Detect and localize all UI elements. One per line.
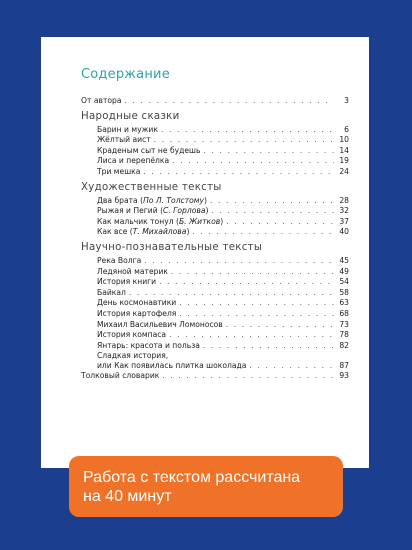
toc-entry-label: Толковый словарик [81,371,160,381]
toc-entry-author: С. Горлова [163,206,206,216]
toc-entry [81,288,349,299]
toc-entry-label: Жёлтый аист [97,135,151,145]
toc-entry-page: 3 [344,96,349,105]
toc-entry [81,167,349,178]
toc-entry-page: 45 [339,255,349,265]
toc-entry-label: Байкал [97,287,126,297]
toc-entry-label: Михаил Васильевич Ломоносов [97,319,223,329]
toc-entry-label: Янтарь: красота и польза [97,340,200,350]
toc-entry-label: Сладкая история, или Как появилась плитка шоколада [97,351,247,371]
dot-leader [159,277,334,288]
toc-entry-page: 68 [339,308,349,318]
toc-entry-label: Краденым сыт не будешь [97,145,201,155]
toc-entry-page: 14 [339,145,349,155]
toc-entry-page: 58 [339,287,349,297]
dot-leader [161,125,334,136]
toc-entry-page: 28 [339,195,349,205]
toc-entry-label: Три мешка [97,166,141,176]
toc-entry [81,320,349,331]
toc-entry-label: Ледяной материк [97,266,168,276]
toc-entry-page: 49 [339,266,349,276]
dot-leader [203,146,334,157]
dot-leader [129,288,334,299]
dot-leader [211,206,334,217]
toc-entry-page: 82 [339,340,349,350]
toc-entry [81,256,349,267]
toc-entry [81,298,349,309]
book-page [41,37,369,468]
toc-entry-page: 40 [339,227,349,237]
toc-entry-label: Барин и мужик [97,124,158,134]
toc-entry-author: По Л. Толстому [143,195,205,205]
banner-line-2: на 40 минут [83,488,172,505]
toc-entry-page: 73 [339,319,349,329]
dot-leader [226,217,334,228]
toc-entry-label: История компаса [97,330,167,340]
dot-leader [210,196,334,207]
dot-leader [179,309,334,320]
toc-entry [81,341,349,352]
toc-entry-label: День космонавтики [97,298,177,308]
dot-leader [171,267,334,278]
toc-title: Содержание [81,67,170,82]
dot-leader [143,167,334,178]
toc-entry [81,330,349,341]
toc-entry [81,351,349,371]
toc-entry-label: Река Волга [97,255,142,265]
toc-entry-label: Рыжая и Пегий (С. Горлова) [97,206,209,216]
toc-entry [81,206,349,217]
toc-entry-page: 37 [339,216,349,226]
toc-entry-page: 54 [339,277,349,287]
section-heading-folk-tales: Народные сказки [81,110,180,122]
toc-entry [81,156,349,167]
toc-entry [81,135,349,146]
toc-entry-intro [81,96,349,107]
section-heading-science-texts: Научно-познавательные тексты [81,241,263,253]
toc-entry-page: 6 [344,124,349,134]
dot-leader [226,320,334,331]
toc-entry-page: 24 [339,166,349,176]
section-heading-literary-texts: Художественные тексты [81,181,222,193]
duration-banner [69,456,343,517]
toc-entry-label: Два брата (По Л. Толстому) [97,195,207,205]
toc-entry-page: 78 [339,330,349,340]
dot-leader [192,227,334,238]
toc-entry-label: Как все (Т. Михайлова) [97,227,190,237]
toc-entry [81,196,349,207]
toc-entry [81,277,349,288]
dot-leader [203,341,334,352]
dot-leader [172,156,334,167]
toc-entry-page: 87 [339,360,349,370]
toc-entry-label: От автора [81,96,122,105]
toc-entry-label: История картофеля [97,308,177,318]
toc-entry-glossary [81,371,349,382]
toc-entry [81,217,349,228]
toc-entry-author: Б. Житков [178,216,221,226]
toc-entry-page: 10 [339,135,349,145]
toc-entry-page: 19 [339,156,349,166]
toc-entry-author: Т. Михайлова [132,227,187,237]
dot-leader [154,135,334,146]
dot-leader [162,371,334,382]
toc-entry-label: Как мальчик тонул (Б. Житков) [97,216,224,226]
toc-entry-page: 93 [339,371,349,381]
toc-entry [81,125,349,136]
toc-entry [81,146,349,157]
dot-leader [144,256,334,267]
dot-leader [169,330,334,341]
toc-entry [81,267,349,278]
dot-leader [125,96,335,107]
toc-entry-label: История книги [97,277,157,287]
toc-entry-page: 63 [339,298,349,308]
dot-leader [249,361,334,372]
dot-leader [179,298,334,309]
banner-line-1: Работа с текстом рассчитана [83,469,301,486]
toc-entry [81,309,349,320]
toc-entry-label: Лиса и перепёлка [97,156,170,166]
toc-entry [81,227,349,238]
toc-entry-page: 32 [339,206,349,216]
